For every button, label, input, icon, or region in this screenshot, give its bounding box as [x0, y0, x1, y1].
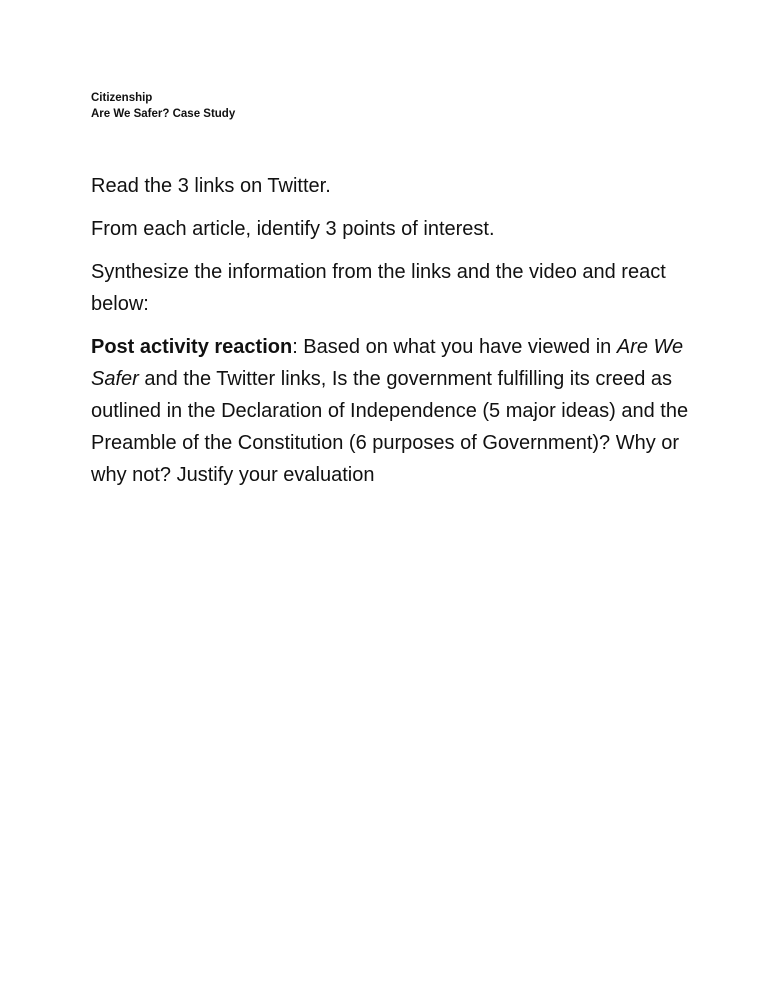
reaction-text-a: : Based on what you have viewed in: [292, 336, 617, 358]
instruction-synthesize: Synthesize the information from the links and the video and react below:: [91, 261, 666, 315]
reaction-text-b: and the Twitter links, Is the government fulfilling its creed as outlined in the Declaration of Independence (5 major ideas) and the Preamble of the Constitution (6 purposes of Government)? Why or why not? Justify your evaluation: [91, 368, 689, 486]
document-body: [91, 170, 691, 502]
reaction-video-title: Are We Safer: [91, 336, 684, 390]
document-title: Are We Safer? Case Study: [91, 108, 236, 120]
subject-label: Citizenship: [91, 92, 153, 104]
reaction-label: Post activity reaction: [91, 336, 293, 358]
instruction-read-links: Read the 3 links on Twitter.: [91, 175, 331, 197]
post-activity-reaction: [91, 331, 691, 491]
instruction-identify-points: From each article, identify 3 points of interest.: [91, 218, 495, 240]
document-header: [91, 90, 235, 122]
